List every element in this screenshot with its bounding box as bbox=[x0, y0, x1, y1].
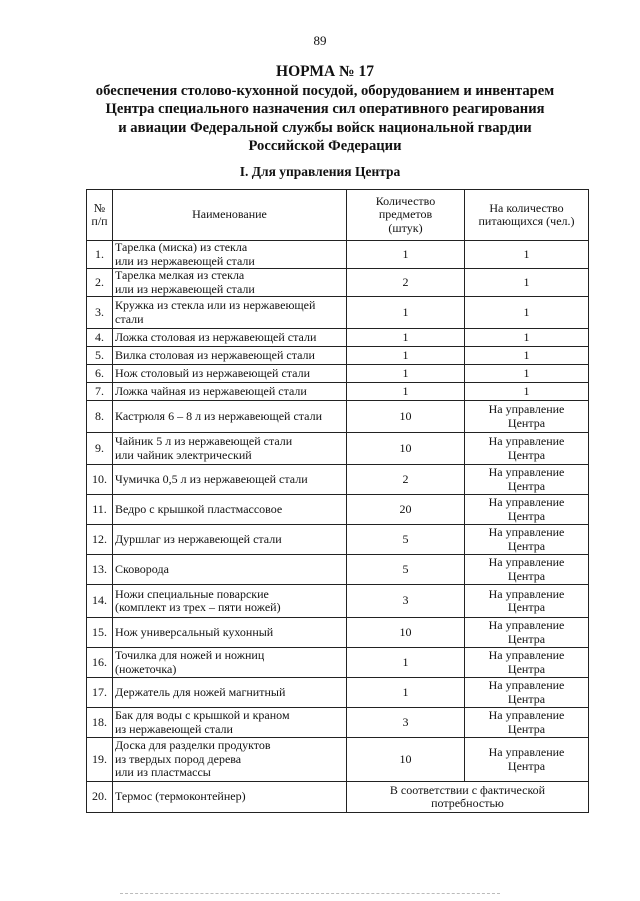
row-number: 8. bbox=[87, 401, 113, 433]
table-row bbox=[87, 495, 589, 525]
per-persons-line: На управление bbox=[488, 495, 565, 509]
item-name-line: или из пластмассы bbox=[115, 765, 211, 780]
per-persons-line: Центра bbox=[507, 600, 546, 614]
document-heading bbox=[60, 63, 590, 156]
per-persons-line: На управление bbox=[488, 465, 565, 479]
row-number: 20. bbox=[87, 782, 113, 813]
header-quantity bbox=[347, 190, 465, 241]
item-name-line: Ножи специальные поварские bbox=[115, 586, 269, 601]
item-name-line: из твердых пород дерева bbox=[115, 751, 242, 766]
row-item-name bbox=[113, 433, 347, 465]
item-name-line: или из нержавеющей стали bbox=[115, 253, 255, 268]
per-persons-line: Центра bbox=[507, 721, 546, 736]
table-row bbox=[87, 648, 589, 678]
header-quantity-line-1: Количество bbox=[375, 193, 436, 208]
row-quantity: 1 bbox=[347, 383, 465, 401]
item-name-line: Ложка чайная из нержавеющей стали bbox=[115, 383, 307, 398]
row-per-persons bbox=[465, 347, 589, 365]
row-item-name bbox=[113, 708, 347, 738]
section-title: I. Для управления Центра bbox=[239, 164, 401, 179]
header-num-line-2: п/п bbox=[91, 214, 108, 228]
row-item-name bbox=[113, 269, 347, 297]
row-number: 7. bbox=[87, 383, 113, 401]
table-row bbox=[87, 347, 589, 365]
table-row bbox=[87, 383, 589, 401]
row-per-persons bbox=[465, 401, 589, 433]
per-persons-line: На управление bbox=[488, 525, 565, 539]
table-row bbox=[87, 241, 589, 269]
row-item-name bbox=[113, 585, 347, 618]
row-quantity: 5 bbox=[347, 525, 465, 555]
per-persons-line: Центра bbox=[507, 508, 546, 523]
row-number: 3. bbox=[87, 297, 113, 329]
item-name-line: Вилка столовая из нержавеющей стали bbox=[115, 347, 315, 362]
item-name-line: Доска для разделки продуктов bbox=[115, 738, 271, 753]
item-name-line: Точилка для ножей и ножниц bbox=[115, 648, 265, 662]
per-persons-line: На управление bbox=[488, 745, 565, 759]
row-item-name bbox=[113, 738, 347, 782]
row-per-persons bbox=[465, 708, 589, 738]
row-per-persons bbox=[465, 495, 589, 525]
row-number: 13. bbox=[87, 555, 113, 585]
per-persons-line: На управление bbox=[488, 586, 565, 601]
item-name-line: из нержавеющей стали bbox=[115, 721, 233, 736]
row-number: 12. bbox=[87, 525, 113, 555]
per-persons-line: На управление bbox=[488, 678, 565, 692]
row-number: 15. bbox=[87, 618, 113, 648]
per-persons-line: Центра bbox=[507, 478, 546, 493]
item-name-line: Кружка из стекла или из нержавеющей bbox=[115, 298, 316, 312]
table-body bbox=[87, 241, 589, 782]
row-item-name: Термос (термоконтейнер) bbox=[113, 782, 347, 813]
row-item-name bbox=[113, 495, 347, 525]
heading-line-1: обеспечения столово-кухонной посудой, оборудованием и инвентарем bbox=[95, 82, 555, 99]
row-number: 6. bbox=[87, 365, 113, 383]
per-persons-line: На управление bbox=[488, 555, 565, 569]
row-item-name bbox=[113, 383, 347, 401]
row-item-name bbox=[113, 365, 347, 383]
item-name-line: стали bbox=[115, 311, 144, 326]
row-quantity: 10 bbox=[347, 401, 465, 433]
per-persons-line: 1 bbox=[523, 383, 530, 398]
table-row bbox=[87, 782, 589, 813]
item-name-line: Ложка столовая из нержавеющей стали bbox=[115, 329, 317, 344]
row-per-persons bbox=[465, 269, 589, 297]
per-persons-line: На управление bbox=[488, 708, 565, 722]
per-persons-line: 1 bbox=[523, 347, 530, 362]
merged-note-line-1: В соответствии с фактической bbox=[389, 782, 546, 797]
norm-table bbox=[86, 189, 589, 813]
header-name: Наименование bbox=[113, 190, 347, 241]
row-quantity: 1 bbox=[347, 297, 465, 329]
row-item-name bbox=[113, 241, 347, 269]
row-item-name bbox=[113, 401, 347, 433]
row-item-name bbox=[113, 555, 347, 585]
table-row bbox=[87, 329, 589, 347]
row-number: 19. bbox=[87, 738, 113, 782]
per-persons-line: Центра bbox=[507, 691, 546, 706]
item-name-line: (ножеточка) bbox=[115, 661, 177, 676]
item-name-line: Дуршлаг из нержавеющей стали bbox=[115, 531, 282, 546]
row-per-persons bbox=[465, 329, 589, 347]
row-quantity: 1 bbox=[347, 329, 465, 347]
header-per-persons-line-2: питающихся (чел.) bbox=[478, 214, 575, 228]
row-per-persons bbox=[465, 465, 589, 495]
per-persons-line: На управление bbox=[488, 648, 565, 662]
table-row bbox=[87, 585, 589, 618]
item-name-line: или из нержавеющей стали bbox=[115, 281, 255, 296]
item-name-line: Нож столовый из нержавеющей стали bbox=[115, 365, 311, 380]
per-persons-line: 1 bbox=[523, 304, 530, 319]
item-name-line: Чумичка 0,5 л из нержавеющей стали bbox=[115, 471, 308, 486]
row-per-persons bbox=[465, 433, 589, 465]
row-quantity: 2 bbox=[347, 269, 465, 297]
row-item-name bbox=[113, 347, 347, 365]
per-persons-line: Центра bbox=[507, 758, 546, 773]
header-quantity-line-2: предметов bbox=[378, 207, 433, 222]
row-quantity: 1 bbox=[347, 678, 465, 708]
table-header-row bbox=[87, 190, 589, 241]
row-quantity: 5 bbox=[347, 555, 465, 585]
table-row bbox=[87, 525, 589, 555]
item-name-line: или чайник электрический bbox=[115, 447, 252, 462]
item-name-line: Сковорода bbox=[115, 561, 169, 576]
header-per-persons bbox=[465, 190, 589, 241]
heading-line-3: и авиации Федеральной службы войск национальной гвардии bbox=[118, 119, 532, 136]
header-quantity-line-3: (штук) bbox=[388, 220, 423, 235]
row-number: 9. bbox=[87, 433, 113, 465]
table-row bbox=[87, 465, 589, 495]
row-quantity: 1 bbox=[347, 241, 465, 269]
row-quantity: 20 bbox=[347, 495, 465, 525]
per-persons-line: 1 bbox=[523, 274, 530, 289]
norm-title: НОРМА № 17 bbox=[276, 63, 374, 80]
per-persons-line: 1 bbox=[523, 246, 530, 261]
row-per-persons bbox=[465, 678, 589, 708]
table-row bbox=[87, 365, 589, 383]
row-per-persons bbox=[465, 585, 589, 618]
row-item-name bbox=[113, 465, 347, 495]
per-persons-line: На управление bbox=[488, 618, 565, 632]
per-persons-line: На управление bbox=[488, 402, 565, 416]
row-merged-note bbox=[347, 782, 589, 813]
table-row bbox=[87, 401, 589, 433]
row-quantity: 10 bbox=[347, 433, 465, 465]
row-per-persons bbox=[465, 738, 589, 782]
item-name-line: Бак для воды с крышкой и краном bbox=[115, 708, 290, 722]
row-number: 10. bbox=[87, 465, 113, 495]
row-per-persons bbox=[465, 297, 589, 329]
header-per-persons-line-1: На количество bbox=[489, 200, 564, 215]
row-quantity: 1 bbox=[347, 347, 465, 365]
item-name-line: Держатель для ножей магнитный bbox=[115, 684, 286, 699]
table-row bbox=[87, 678, 589, 708]
per-persons-line: 1 bbox=[523, 365, 530, 380]
row-number: 11. bbox=[87, 495, 113, 525]
row-quantity: 10 bbox=[347, 618, 465, 648]
row-quantity: 1 bbox=[347, 648, 465, 678]
table-row bbox=[87, 738, 589, 782]
row-per-persons bbox=[465, 525, 589, 555]
table-row bbox=[87, 433, 589, 465]
row-number: 18. bbox=[87, 708, 113, 738]
row-item-name bbox=[113, 618, 347, 648]
row-per-persons bbox=[465, 648, 589, 678]
item-name-line: Тарелка (миска) из стекла bbox=[115, 240, 248, 254]
table-row bbox=[87, 708, 589, 738]
row-per-persons bbox=[465, 365, 589, 383]
item-name-line: Нож универсальный кухонный bbox=[115, 624, 274, 639]
item-name-line: Чайник 5 л из нержавеющей стали bbox=[115, 434, 293, 448]
item-name-line: Ведро с крышкой пластмассовое bbox=[115, 501, 283, 516]
item-name-line: (комплект из трех – пяти ножей) bbox=[115, 600, 281, 614]
row-per-persons bbox=[465, 618, 589, 648]
row-item-name bbox=[113, 648, 347, 678]
page-number: 89 bbox=[313, 33, 327, 48]
row-item-name bbox=[113, 678, 347, 708]
merged-note-line-2: потребностью bbox=[431, 796, 504, 810]
per-persons-line: 1 bbox=[523, 329, 530, 344]
row-quantity: 10 bbox=[347, 738, 465, 782]
row-number: 16. bbox=[87, 648, 113, 678]
heading-line-4: Российской Федерации bbox=[248, 138, 402, 154]
table-row bbox=[87, 297, 589, 329]
row-per-persons bbox=[465, 241, 589, 269]
row-number: 1. bbox=[87, 241, 113, 269]
per-persons-line: Центра bbox=[507, 538, 546, 553]
row-number: 5. bbox=[87, 347, 113, 365]
row-quantity: 3 bbox=[347, 585, 465, 618]
bottom-scan-mark bbox=[120, 893, 500, 896]
per-persons-line: Центра bbox=[507, 447, 546, 462]
header-num bbox=[87, 190, 113, 241]
row-per-persons bbox=[465, 555, 589, 585]
per-persons-line: Центра bbox=[507, 631, 546, 646]
table-row bbox=[87, 618, 589, 648]
row-number: 2. bbox=[87, 269, 113, 297]
item-name-line: Тарелка мелкая из стекла bbox=[115, 268, 245, 282]
table-row bbox=[87, 269, 589, 297]
row-number: 17. bbox=[87, 678, 113, 708]
per-persons-line: На управление bbox=[488, 434, 565, 448]
row-item-name bbox=[113, 297, 347, 329]
row-item-name bbox=[113, 525, 347, 555]
heading-line-2: Центра специального назначения сил оперативного реагирования bbox=[105, 101, 545, 117]
item-name-line: Кастрюля 6 – 8 л из нержавеющей стали bbox=[115, 408, 323, 423]
row-quantity: 2 bbox=[347, 465, 465, 495]
table-row bbox=[87, 555, 589, 585]
per-persons-line: Центра bbox=[507, 661, 546, 676]
row-number: 4. bbox=[87, 329, 113, 347]
header-num-line-1: № bbox=[93, 200, 106, 215]
per-persons-line: Центра bbox=[507, 568, 546, 583]
per-persons-line: Центра bbox=[507, 415, 546, 430]
row-quantity: 3 bbox=[347, 708, 465, 738]
row-quantity: 1 bbox=[347, 365, 465, 383]
row-item-name bbox=[113, 329, 347, 347]
row-per-persons bbox=[465, 383, 589, 401]
row-number: 14. bbox=[87, 585, 113, 618]
